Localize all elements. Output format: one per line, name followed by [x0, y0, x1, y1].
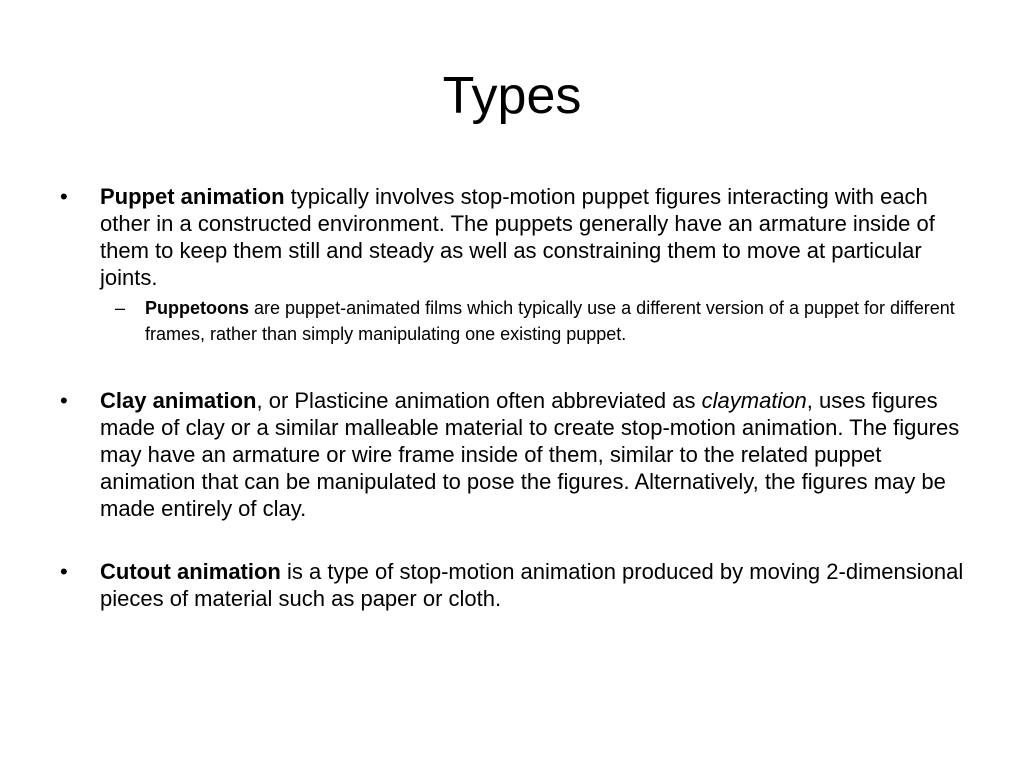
bullet-icon: • — [60, 184, 68, 209]
dash-icon: – — [115, 298, 126, 318]
slide-title: Types — [442, 67, 582, 125]
bullet-clay-animation — [60, 387, 965, 522]
bullet-term: Clay animation — [100, 388, 257, 413]
sub-bullet-term: Puppetoons — [145, 298, 249, 318]
bullet-body: typically involves stop-motion puppet figures interacting with each other in a constructed environment. The puppets generally have an armature inside of them to keep them still and steady as well as constraining them to move at particular joints. — [100, 184, 935, 290]
bullet-cutout-animation — [60, 558, 965, 612]
bullet-icon: • — [60, 388, 68, 413]
bullet-term: Puppet animation — [100, 184, 285, 209]
bullet-text — [100, 387, 965, 522]
bullet-body-part-2: , uses figures made of clay or a similar malleable material to create stop-motion animation. The figures may have an armature or wire frame inside of them, similar to the related puppet animation that can be manipulated to pose the figures. Alternatively, the figures may be made entirely of clay. — [100, 388, 960, 521]
bullet-text — [100, 183, 965, 291]
sub-bullet-puppetoons — [105, 295, 965, 347]
bullet-icon: • — [60, 559, 68, 584]
bullet-body: is a type of stop-motion animation produced by moving 2-dimensional pieces of material such as paper or cloth. — [100, 559, 964, 611]
sub-bullet-text — [145, 298, 955, 344]
bullet-body-part-1: , or Plasticine animation often abbreviated as — [256, 388, 702, 413]
bullet-term: Cutout animation — [100, 559, 281, 584]
bullet-text — [100, 558, 965, 612]
slide-content — [60, 183, 965, 612]
sub-bullet-body: are puppet-animated films which typically use a different version of a puppet for different frames, rather than simply manipulating one existing puppet. — [145, 298, 955, 344]
bullet-puppet-animation — [60, 183, 965, 291]
bullet-italic-term: claymation — [701, 388, 807, 413]
